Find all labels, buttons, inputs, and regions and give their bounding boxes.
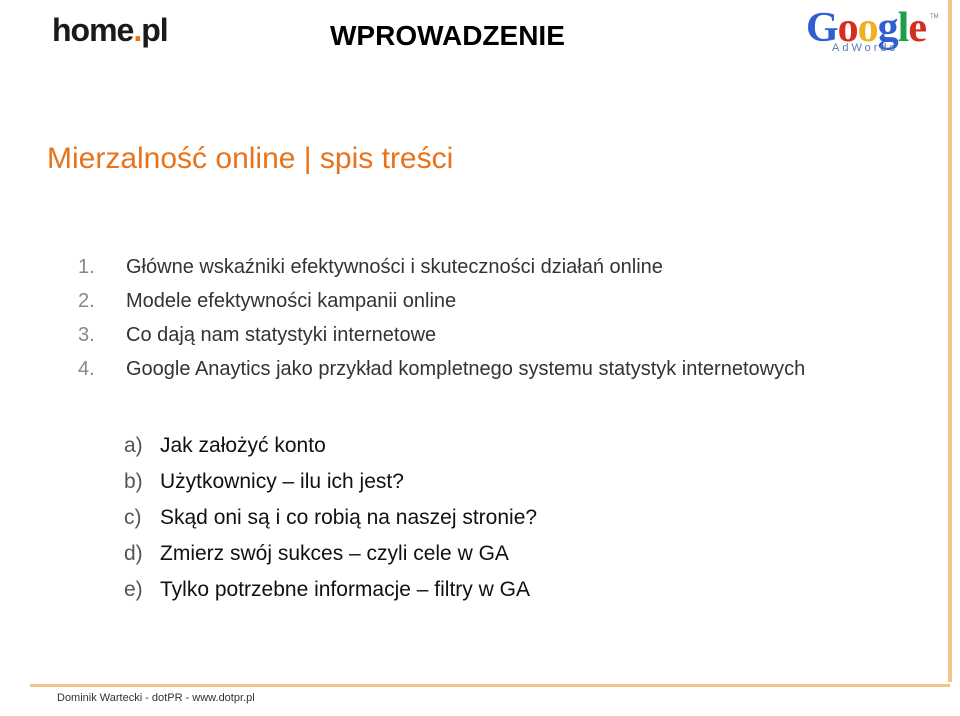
- toc-item: 4. Google Anaytics jako przykład kompletnego systemu statystyk internetowych: [78, 358, 806, 380]
- adwords-label: AdWords: [832, 42, 899, 54]
- footer-credit: Dominik Wartecki - dotPR - www.dotpr.pl: [57, 692, 255, 704]
- toc-item: 3. Co dają nam statystyki internetowe: [78, 324, 437, 346]
- subtopic-item: b) Użytkownicy – ilu ich jest?: [124, 470, 404, 493]
- subtopic-item: d) Zmierz swój sukces – czyli cele w GA: [124, 542, 509, 565]
- footer-rule: [30, 684, 950, 687]
- trademark: TM: [930, 14, 939, 20]
- google-wordmark: Google: [806, 5, 926, 51]
- toc-item: 1. Główne wskaźniki efektywności i skuteczności działań online: [78, 256, 663, 278]
- google-adwords-logo: [806, 4, 939, 56]
- section-subtitle: [47, 142, 453, 176]
- home-pl-logo: home.pl: [52, 12, 168, 48]
- subtitle-main: Mierzalność online: [47, 142, 296, 175]
- right-border-rule: [948, 0, 952, 682]
- subtopic-item: e) Tylko potrzebne informacje – filtry w GA: [124, 578, 530, 601]
- subtopic-item: a) Jak założyć konto: [124, 434, 326, 457]
- subtopics-list: [124, 428, 537, 608]
- subtitle-secondary: spis treści: [319, 142, 454, 175]
- toc-item: 2. Modele efektywności kampanii online: [78, 290, 457, 312]
- table-of-contents: [78, 250, 898, 386]
- subtopic-item: c) Skąd oni są i co robią na naszej stronie?: [124, 506, 538, 529]
- subtitle-separator: |: [295, 142, 320, 175]
- slide-title: WPROWADZENIE: [330, 20, 565, 51]
